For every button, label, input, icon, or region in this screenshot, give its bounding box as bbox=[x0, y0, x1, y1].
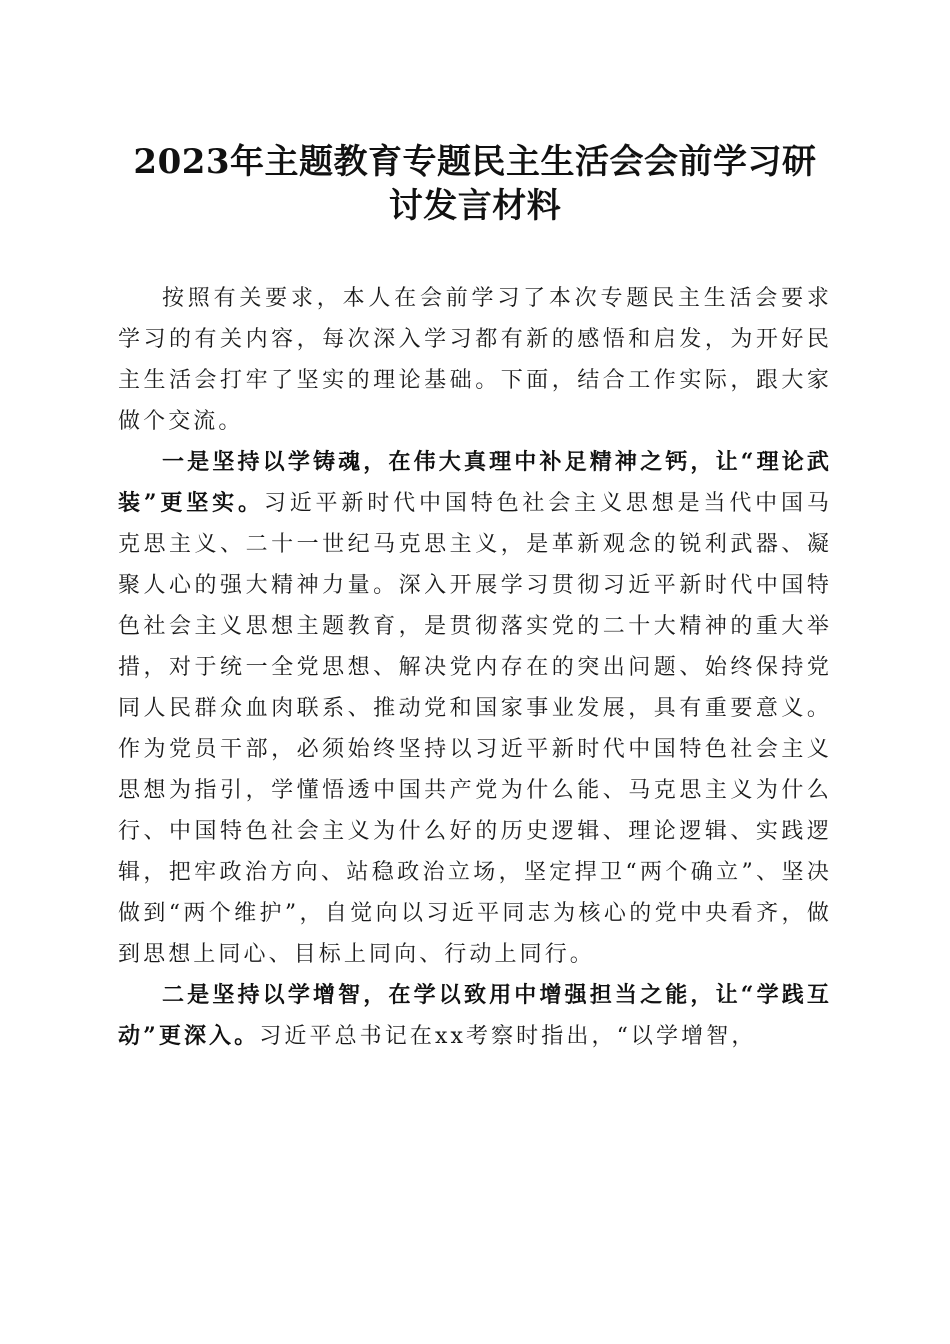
paragraph-point-one bbox=[118, 442, 832, 975]
paragraph-text: 按照有关要求，本人在会前学习了本次专题民主生活会要求学习的有关内容，每次深入学习都有新的感悟和启发，为开好民主生活会打牢了坚实的理论基础。下面，结合工作实际，跟大家做个交流。 bbox=[118, 286, 832, 434]
paragraph-lead: 一是坚持以学铸魂，在伟大真理中补足精神之钙，让“理论武装”更坚实。 bbox=[118, 449, 832, 516]
document-title: 2023年主题教育专题民主生活会会前学习研讨发言材料 bbox=[133, 142, 817, 226]
paragraph-point-two bbox=[118, 975, 832, 1057]
paragraph-lead: 二是坚持以学增智，在学以致用中增强担当之能，让“学践互动”更深入。 bbox=[118, 982, 832, 1049]
document-body bbox=[118, 278, 832, 1057]
paragraph-text: 习近平新时代中国特色社会主义思想是当代中国马克思主义、二十一世纪马克思主义，是革新观念的锐利武器、凝聚人心的强大精神力量。深入开展学习贯彻习近平新时代中国特色社会主义思想主题教育，是贯彻落实党的二十大精神的重大举措，对于统一全党思想、解决党内存在的突出问题、始终保持党同人民群众血肉联系、推动党和国家事业发展，具有重要意义。作为党员干部，必须始终坚持以习近平新时代中国特色社会主义思想为指引，学懂悟透中国共产党为什么能、马克思主义为什么行、中国特色社会主义为什么好的历史逻辑、理论逻辑、实践逻辑，把牢政治方向、站稳政治立场，坚定捍卫“两个确立”、坚决做到“两个维护”，自觉向以习近平同志为核心的党中央看齐，做到思想上同心、目标上同向、行动上同行。 bbox=[118, 491, 832, 967]
paragraph-intro bbox=[118, 278, 832, 442]
paragraph-text: 习近平总书记在xx考察时指出，“以学增智， bbox=[259, 1024, 757, 1049]
